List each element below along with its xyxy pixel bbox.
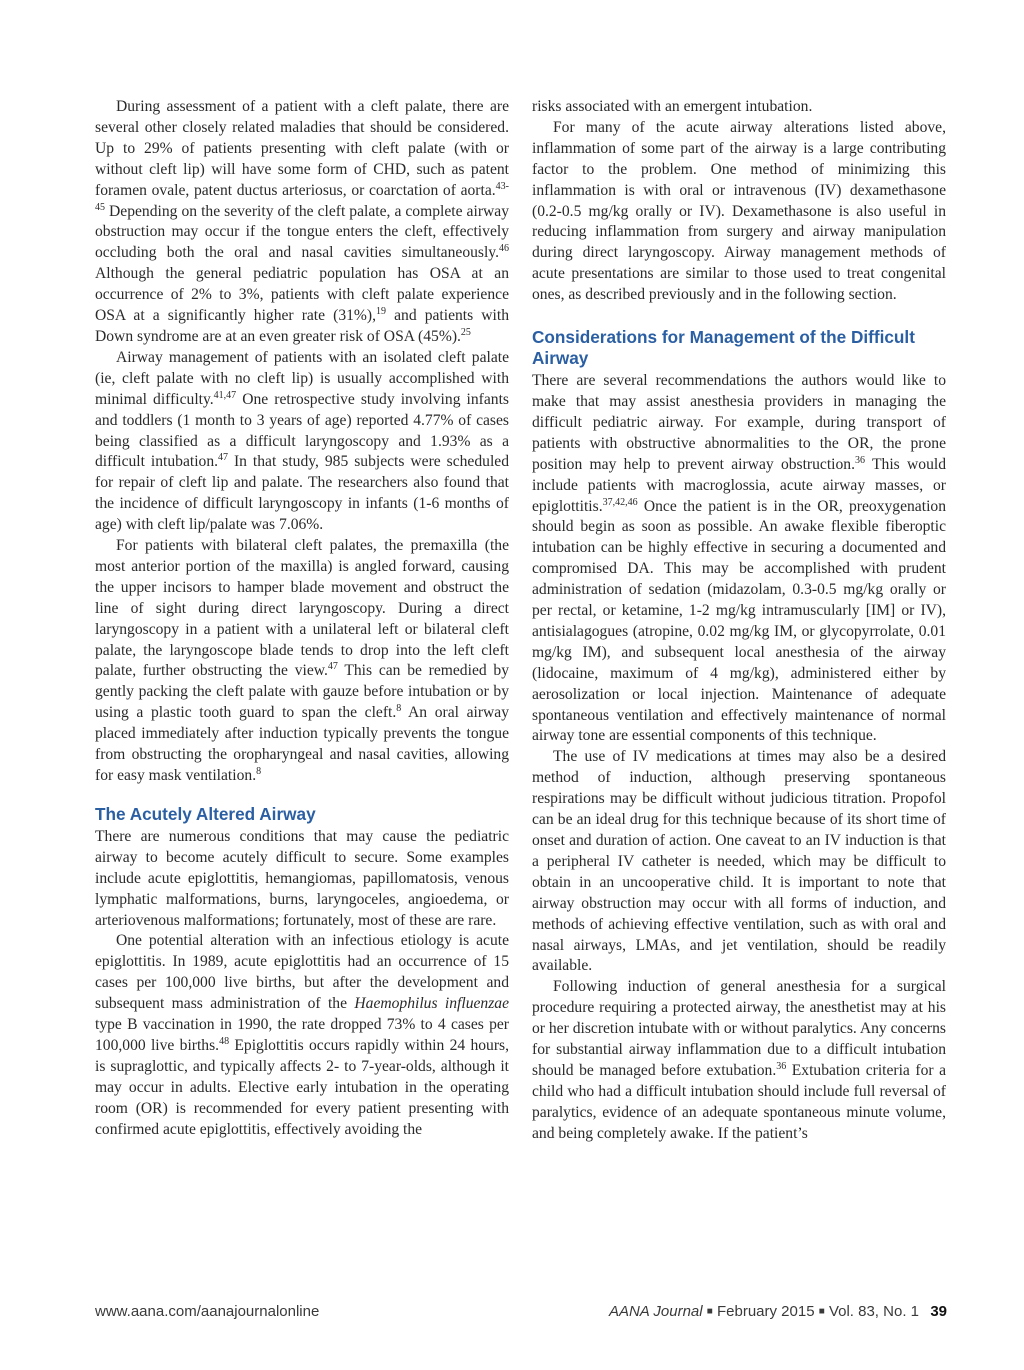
paragraph-acute-conditions: There are numerous conditions that may cause the pediatric airway to become acutely difficult to secure. Some examples include acute epiglottitis, hemangiomas, papillomatosis, venous lymphatic malformations, burns, laryngoceles, angioedema, or arteriovenous malformations; fortunately, most of these are rare. [95,827,509,929]
paragraph-epiglottitis: One potential alteration with an infectious etiology is acute epiglottitis. In 1989, acute epiglottitis had an occurrence of 15 cases per 100,000 live births, but after the development and subsequent mass administration of the Haemophilus influenzae type B vaccination in 1990, the rate dropped 73% to 4 cases per 100,000 live births.$^{48}$ Epiglottitis occurs rapidly within 24 hours, is supraglottic, and typically affects 2- to 7-year-olds, although it may occur in adults. Elective early intubation in the operating room (OR) is recommended for every patient presenting with confirmed acute epiglottitis, effectively avoiding the [95,932,510,1138]
left-column [95,97,509,1141]
paragraph-inflammation: For many of the acute airway alterations listed above, inflammation of some part of the airway is a large contributing factor to the problem. One method of minimizing this inflammation is with oral or intravenous (IV) dexamethasone (0.2-0.5 mg/kg orally or IV). Dexamethasone is also useful in reducing inflammation from surgery and airway manipulation during direct laryngoscopy. Airway management methods of acute presentations are similar to those used to treat congenital ones, as described previously and in the following section. [532,118,946,304]
citation: 43-45 [95,180,509,213]
separator-square-icon: ■ [818,1306,825,1317]
journal-name: AANA Journal [608,1303,703,1320]
citation: 19 [376,306,387,318]
citation: 48 [219,1035,230,1047]
citation: 36 [855,454,866,466]
paragraph-recommendations: There are several recommendations the authors would like to make that may assist anesthesia providers in managing the difficult pediatric airway. For example, during transport of patients with obstructive abnormalities to the OR, the prone position may help to prevent airway obstruction.$^{36}$ This would include patients with macroglossia, acute airway masses, or epiglottitis.$^{37,42,46}$ Once the patient is in the OR, preoxygenation should begin as soon as possible. An awake flexible fiberoptic intubation can be highly effective in securing a documented and compromised DA. This may be accomplished with prudent administration of sedation (midazolam, 0.3-0.5 mg/kg orally or per rectal, or ketamine, 1-2 mg/kg intramuscularly [IM] or IV), antisialagogues (atropine, 0.02 mg/kg IM, or glycopyrrolate, 0.01 mg/kg IM), and subsequent local anesthesia of the airway (lidocaine, maximum of 4 mg/kg), administered either by aerosolization or local injection. Maintenance of adequate spontaneous ventilation and effectively maintenance of normal airway tone are essential components of this technique. [532,372,946,745]
citation: 41,47 [213,389,237,401]
paragraph-cleft-assessment: During assessment of a patient with a cleft palate, there are several other closely related maladies that should be considered. Up to 29% of patients presenting with cleft palate (with or without cleft lip) will have some form of CHD, such as patent foramen ovale, patent ductus arteriosus, or coarctation of aorta.$^{43-45}$ Depending on the severity of the cleft palate, a complete airway obstruction may occur if the tongue enters the cleft, effectively occluding both the oral and nasal cavities simultaneously.$^{46}$ Although the general pediatric population has OSA at an occurrence of 2% to 3%, patients with cleft palate experience OSA at a significantly higher rate (31%),$^{19}$ and patients with Down syndrome are at an even greater risk of OSA (45%).$^{25}$ [95,98,509,345]
paragraph-iv-induction: The use of IV medications at times may also be a desired method of induction, although preserving spontaneous respirations may be difficult without judicious titration. Propofol can be an ideal drug for this technique because of its short time of onset and duration of action. One caveat to an IV induction is that a peripheral IV catheter is needed, which may be difficult to obtain in an uncooperative child. It is important to note that airway obstruction may occur with all forms of induction, and methods of achieving effective ventilation, such as with oral and nasal airways, LMAs, and jet ventilation, should be readily available. [532,748,946,975]
paragraph-extubation: Following induction of general anesthesia for a surgical procedure requiring a protected airway, the anesthetist may at his or her discretion intubate with or without paralytics. Any concerns for substantial airway inflammation due to a difficult intubation should be managed before extubation.$^{36}$ Extubation criteria for a child who had a difficult intubation should include full reversal of paralytics, evidence of an adequate spontaneous minute volume, and being completely awake. If the patient’s [532,978,946,1142]
page-number: 39 [930,1303,947,1320]
citation: 47 [327,661,338,673]
right-column [532,97,946,1145]
citation: 25 [460,326,471,338]
citation: 47 [218,452,229,464]
paragraph-bilateral-cleft: For patients with bilateral cleft palates, the premaxilla (the most anterior portion of the maxilla) is angled forward, causing the upper incisors to hamper blade movement and obstruct the line of sight during direct laryngoscopy. During a direct laryngoscopy in a patient with a unilateral left or bilateral cleft palate, the laryngoscope blade tends to drop into the left cleft palate, further obstructing the view.$^{47}$ This can be remedied by gently packing the cleft palate with gauze before intubation or by using a plastic tooth guard to span the cleft.$^8$ An oral airway placed immediately after induction typically prevents the tongue from obstructing the oropharyngeal and nasal cavities, allowing for easy mask ventilation.$^8$ [95,537,509,784]
journal-citation [609,1303,919,1320]
page-footer [95,1303,947,1327]
section-heading-difficult-airway: Considerations for Management of the Difficult Airway [532,327,915,369]
paragraph-isolated-cleft: Airway management of patients with an isolated cleft palate (ie, cleft palate with no cleft lip) is usually accomplished with minimal difficulty.$^{41,47}$ One retrospective study involving infants and toddlers (1 month to 3 years of age) reported 4.77% of cases being classified as a difficult laryngoscopy and 1.93% as a difficult intubation.$^{47}$ In that study, 985 subjects were scheduled for repair of cleft lip and palate. The researchers also found that the incidence of difficult laryngoscopy in infants (1-6 months of age) with cleft lip/palate was 7.06%. [95,348,509,534]
citation: 46 [499,243,509,255]
separator-square-icon: ■ [706,1306,713,1317]
paragraph-continued: risks associated with an emergent intubation. [532,98,813,115]
citation: 37,42,46 [602,496,638,508]
citation: 8 [256,766,262,777]
citation: 8 [396,703,402,715]
journal-url-link[interactable]: www.aana.com/aanajournalonline [95,1303,320,1320]
volume-number: Vol. 83, No. 1 [828,1303,919,1320]
section-heading-acutely-altered-airway: The Acutely Altered Airway [95,803,316,824]
citation: 36 [776,1060,787,1072]
issue-date: February 2015 [716,1303,815,1320]
